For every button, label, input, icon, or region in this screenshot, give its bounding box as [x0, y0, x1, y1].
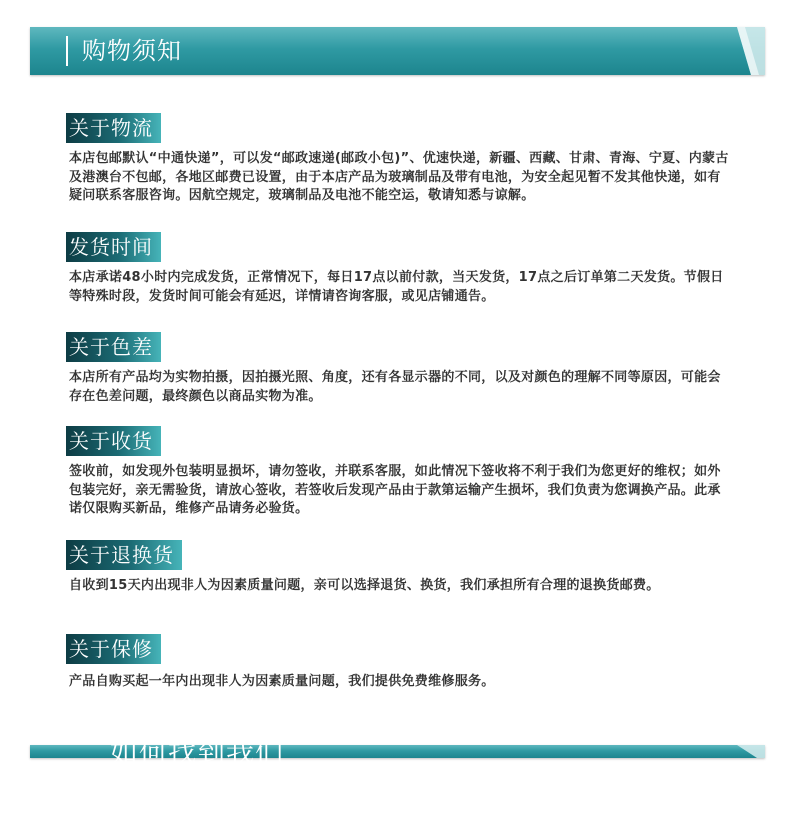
section-heading-color-difference: 关于色差	[66, 332, 161, 362]
page-title: 购物须知	[82, 37, 182, 65]
banner-corner-decoration	[737, 27, 765, 75]
section-heading-returns: 关于退换货	[66, 540, 182, 570]
footer-banner-title: 如何找到我们	[110, 736, 285, 769]
section-body-warranty: 产品自购买起一年内出现非人为因素质量问题，我们提供免费维修服务。	[69, 674, 495, 689]
section-body-receiving: 签收前，如发现外包装明显损坏，请勿签收，并联系客服，如此情况下签收将不利于我们为您更好的维权；如外包装完好，亲无需验货，请放心签收，若签收后发现产品由于款第运输产生损坏，我们负责为您调换产品。此承诺仅限购买新品，维修产品请务必验货。	[69, 464, 721, 516]
section-heading-shipping-time: 发货时间	[66, 232, 161, 262]
footer-banner-corner-decoration	[737, 745, 765, 758]
section-heading-logistics: 关于物流	[66, 113, 161, 143]
section-body-logistics: 本店包邮默认“中通快递”，可以发“邮政速递(邮政小包)”、优速快递，新疆、西藏、甘肃、青海、宁夏、内蒙古及港澳台不包邮，各地区邮费已设置，由于本店产品为玻璃制品及带有电池，为安全起见暂不发其他快递，如有疑问联系客服咨询。因航空规定，玻璃制品及电池不能空运，敬请知悉与谅解。	[69, 151, 729, 203]
section-heading-warranty: 关于保修	[66, 634, 161, 664]
footer-banner	[30, 736, 765, 769]
header-banner	[30, 27, 765, 75]
banner-divider	[66, 36, 68, 66]
section-body-returns: 自收到15天内出现非人为因素质量问题，亲可以选择退货、换货，我们承担所有合理的退换货邮费。	[69, 578, 660, 593]
section-heading-receiving: 关于收货	[66, 426, 161, 456]
section-body-color-difference: 本店所有产品均为实物拍摄，因拍摄光照、角度，还有各显示器的不同，以及对颜色的理解不同等原因，可能会存在色差问题，最终颜色以商品实物为准。	[69, 370, 721, 404]
section-body-shipping-time: 本店承诺48小时内完成发货，正常情况下，每日17点以前付款，当天发货，17点之后订单第二天发货。节假日等特殊时段，发货时间可能会有延迟，详情请咨询客服，或见店铺通告。	[69, 270, 724, 304]
